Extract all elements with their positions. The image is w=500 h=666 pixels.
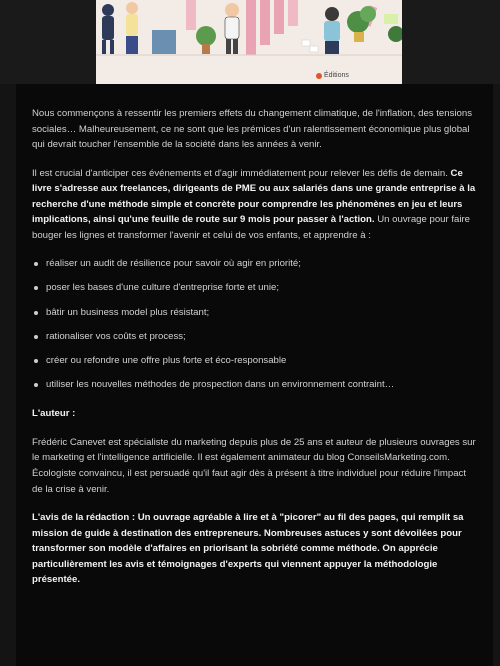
list-item: réaliser un audit de résilience pour savoir où agir en priorité; xyxy=(32,256,479,272)
book-cover-image xyxy=(96,0,402,84)
list-item: bâtir un business model plus résistant; xyxy=(32,305,479,321)
author-heading: L'auteur : xyxy=(32,408,76,420)
list-item: poser les bases d'une culture d'entreprise forte et unie; xyxy=(32,280,479,296)
publisher-label: Éditions xyxy=(324,72,349,79)
book-description xyxy=(16,84,493,666)
target-audience-paragraph xyxy=(32,166,479,244)
paragraph-highlight: Ce livre s'adresse aux freelances, dirigeants de PME ou aux salariés dans une grande entreprise à la recherche d'une méthode simple et concrète pour comprendre les phénomènes en jeu et leurs implications, ainsi qu'une feuille de route sur 9 mois pour passer à l'action. xyxy=(32,167,476,226)
author-paragraph: Frédéric Canevet est spécialiste du marketing depuis plus de 25 ans et auteur de plusieurs ouvrages sur le marketing et l'intelligence artificielle. Il est également animateur du blog ConseilsMarketing.com. Écologiste convaincu, il est persuadé qu'il faut agir dès à présent à titre individuel pour réduire l'impact de la crise à venir. xyxy=(32,436,476,495)
publisher-dot-icon xyxy=(316,73,322,79)
editorial-review-paragraph: L'avis de la rédaction : Un ouvrage agréable à lire et à "picorer" au fil des pages, qui remplit sa mission de guide à destination des entrepreneurs. Nombreuses astuces y sont dévoilées pour transformer son modèle d'affaires en priorisant la sobriété comme méthode. On apprécie particulièrement les avis et témoignages d'experts qui viennent appuyer la méthodologie présentée. xyxy=(32,512,464,586)
paragraph-start: Il est crucial d'anticiper ces événements et d'agir immédiatement pour relever les défis de demain. xyxy=(32,167,451,179)
list-item: utiliser les nouvelles méthodes de prospection dans un environnement contraint… xyxy=(32,377,479,393)
list-item: rationaliser vos coûts et process; xyxy=(32,329,479,345)
publisher-logo xyxy=(316,72,349,79)
skills-list xyxy=(32,256,479,392)
paragraph-end: Un ouvrage pour faire bouger les lignes et transformer l'avenir et celui de vos enfants, et apprendre à : xyxy=(32,214,471,241)
cover-illustration xyxy=(96,0,402,84)
intro-paragraph: Nous commençons à ressentir les premiers effets du changement climatique, de l'inflation, des tensions sociales… Malheureusement, ce ne sont que les prémices d'un ralentissement économique plus global qui devrait toucher l'ensemble de la société dans les années à venir. xyxy=(32,108,472,151)
list-item: créer ou refondre une offre plus forte et éco-responsable xyxy=(32,353,479,369)
